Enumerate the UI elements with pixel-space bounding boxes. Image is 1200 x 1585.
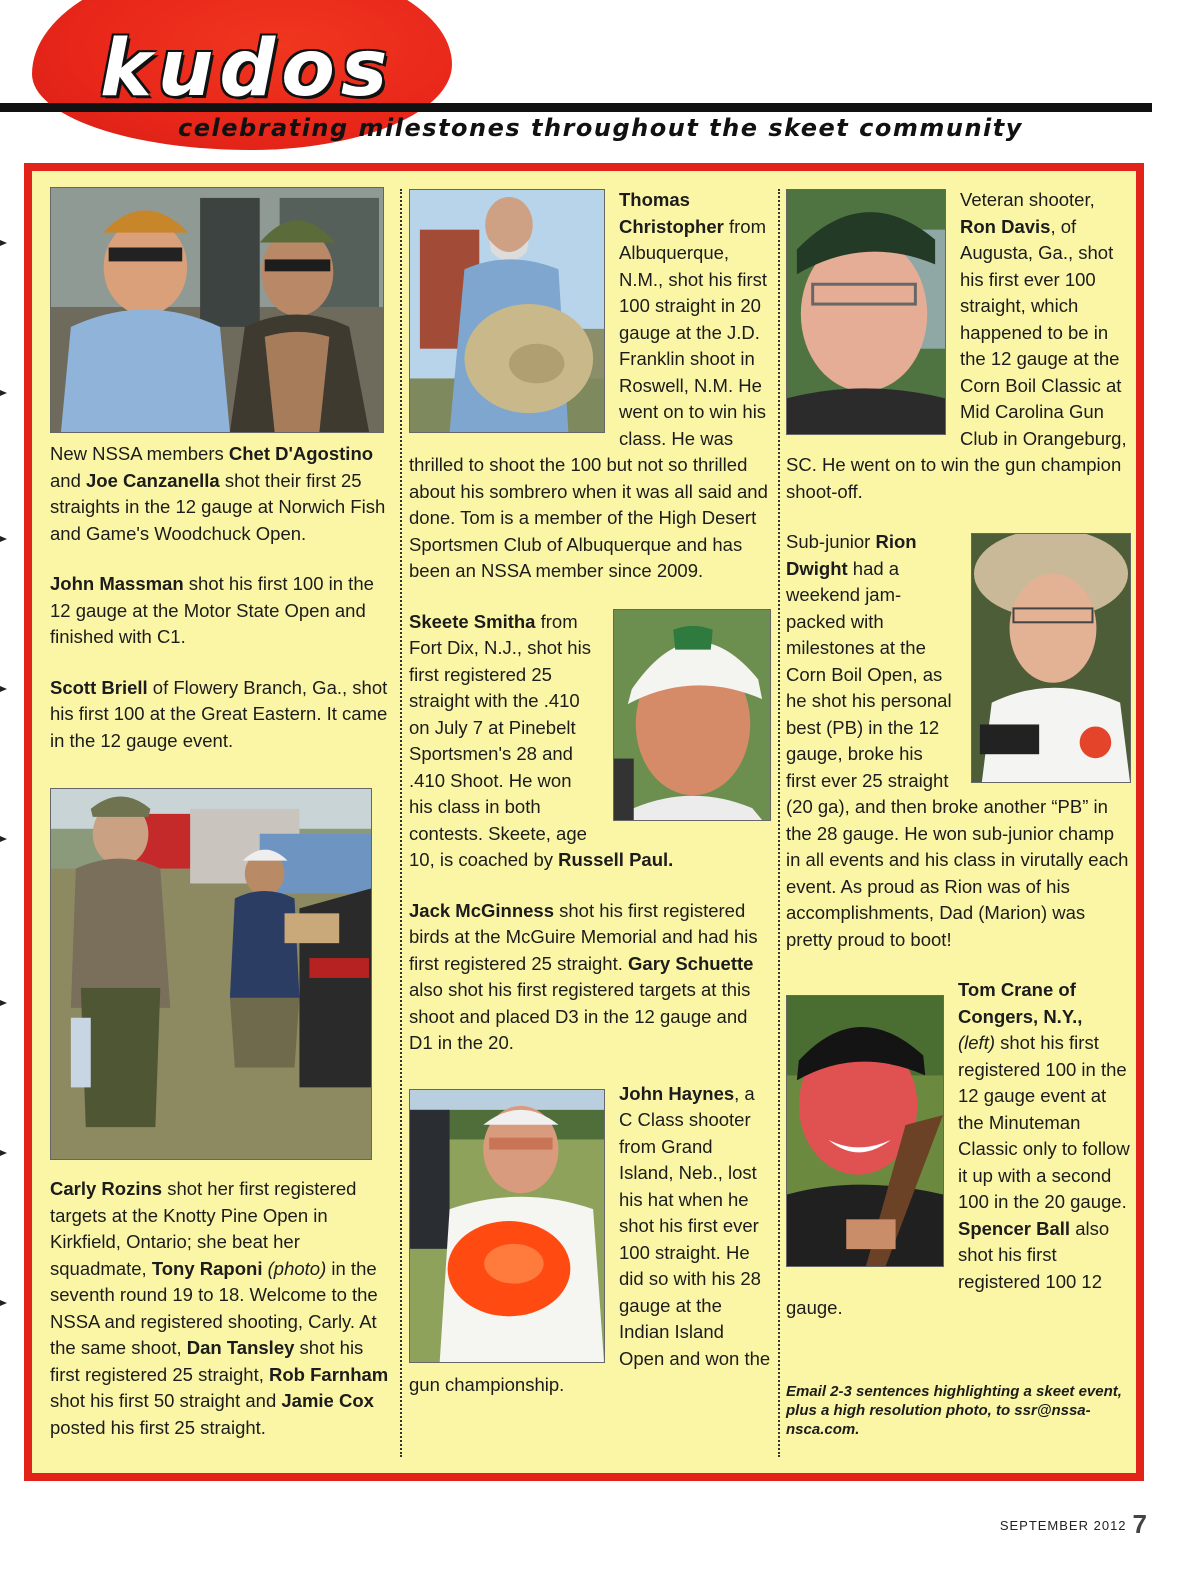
submission-note: Email 2-3 sentences highlighting a skeet event, plus a high resolution photo, to ssr@nssa-nsca.com. bbox=[786, 1383, 1122, 1438]
column-1 bbox=[50, 187, 390, 1459]
kudos-entry-jack-mcginness: Jack McGinness shot his first registered birds at the McGuire Memorial and had his first registered 25 straight. Gary Schuette also shot his first registered targets at this shoot and placed D3 in the 12 gauge and D1 in the 20. bbox=[409, 899, 758, 1053]
photo-rion-dwight bbox=[971, 533, 1131, 783]
column-3 bbox=[786, 187, 1131, 1459]
kudos-entry-chet-joe: New NSSA members Chet D'Agostino and Joe Canzanella shot their first 25 straights in the 12 gauge at Norwich Fish and Game's Woodchuck Open. bbox=[50, 443, 386, 544]
kudos-panel bbox=[24, 163, 1144, 1481]
column-divider bbox=[778, 189, 780, 1457]
photo-thomas-christopher bbox=[409, 189, 605, 433]
page-title: kudos bbox=[100, 24, 394, 114]
kudos-entry-scott-briell: Scott Briell of Flowery Branch, Ga., shot his first 100 at the Great Eastern. It came in the 12 gauge event. bbox=[50, 676, 388, 751]
column-divider bbox=[400, 189, 402, 1457]
page-footer bbox=[1000, 1509, 1148, 1540]
kudos-entry-john-haynes: John Haynes, a C Class shooter from Grand Island, Neb., lost his hat when he shot his first ever 100 straight. He did so with his 28 gauge at the Indian Island Open and won the gun championship. bbox=[409, 1082, 771, 1395]
page-number: 7 bbox=[1132, 1509, 1148, 1539]
photo-chet-joe bbox=[50, 187, 384, 433]
kudos-entry-tom-crane: Tom Crane of Congers, N.Y., (left) shot his first registered 100 in the 12 gauge event at the Minuteman Classic only to follow it up with a second 100 in the 20 gauge. Spencer Ball also shot his first registered 100 12 gauge. bbox=[786, 979, 1130, 1318]
kudos-entry-rion-dwight: Sub-junior Rion Dwight had a weekend jam-packed with milestones at the Corn Boil Open, as he shot his personal best (PB) in the 12 gauge, broke his first ever 25 straight (20 ga), and then broke another “PB” in the 28 gauge. He won sub-junior champ in all events and his class in virutally each event. As proud as Rion was of his accomplishments, Dad (Marion) was pretty proud to boot! bbox=[786, 531, 1129, 950]
kudos-entry-thomas-christopher: Thomas Christopher from Albuquerque, N.M., shot his first 100 straight in 20 gauge at the J.D. Franklin shoot in Roswell, N.M. He went on to win his class. He was thrilled to shoot the 100 but not so thrilled about his sombrero when it was all said and done. Tom is a member of the High Desert Sportsmen Club of Albuquerque and has been an NSSA member since 2009. bbox=[409, 189, 768, 581]
kudos-entry-ron-davis: Veteran shooter, Ron Davis, of Augusta, Ga., shot his first ever 100 straight, which happened to be in the 12 gauge at the Corn Boil Classic at Mid Carolina Gun Club in Orangeburg, SC. He went on to win the gun champion shoot-off. bbox=[786, 189, 1127, 502]
photo-carly-tony bbox=[50, 788, 372, 1160]
binding-marks bbox=[0, 240, 8, 1340]
photo-john-haynes bbox=[409, 1089, 605, 1363]
kudos-entry-john-massman: John Massman shot his first 100 in the 12 gauge at the Motor State Open and finished with C1. bbox=[50, 573, 374, 647]
photo-ron-davis bbox=[786, 189, 946, 435]
photo-tom-crane bbox=[786, 995, 944, 1267]
column-2 bbox=[409, 187, 771, 1459]
issue-date: SEPTEMBER 2012 bbox=[999, 1518, 1127, 1533]
kudos-entry-carly-rozins: Carly Rozins shot her first registered targets at the Knotty Pine Open in Kirkfield, Ontario; she beat her squadmate, Tony Raponi (photo) in the seventh round 19 to 18. Welcome to the NSSA and registered shooting, Carly. At the same shoot, Dan Tansley shot his first registered 25 straight, Rob Farnham shot his first 50 straight and Jamie Cox posted his first 25 straight. bbox=[50, 1178, 389, 1438]
kudos-entry-skeete-smitha: Skeete Smitha from Fort Dix, N.J., shot his first registered 25 straight with the .410 on July 7 at Pinebelt Sportsmen's 28 and .410 Shoot. He won his class in both contests. Skeete, age 10, is coached by Russell Paul. bbox=[409, 610, 674, 870]
page-subtitle: celebrating milestones throughout the skeet community bbox=[178, 114, 1023, 142]
photo-skeete-smitha bbox=[613, 609, 771, 821]
